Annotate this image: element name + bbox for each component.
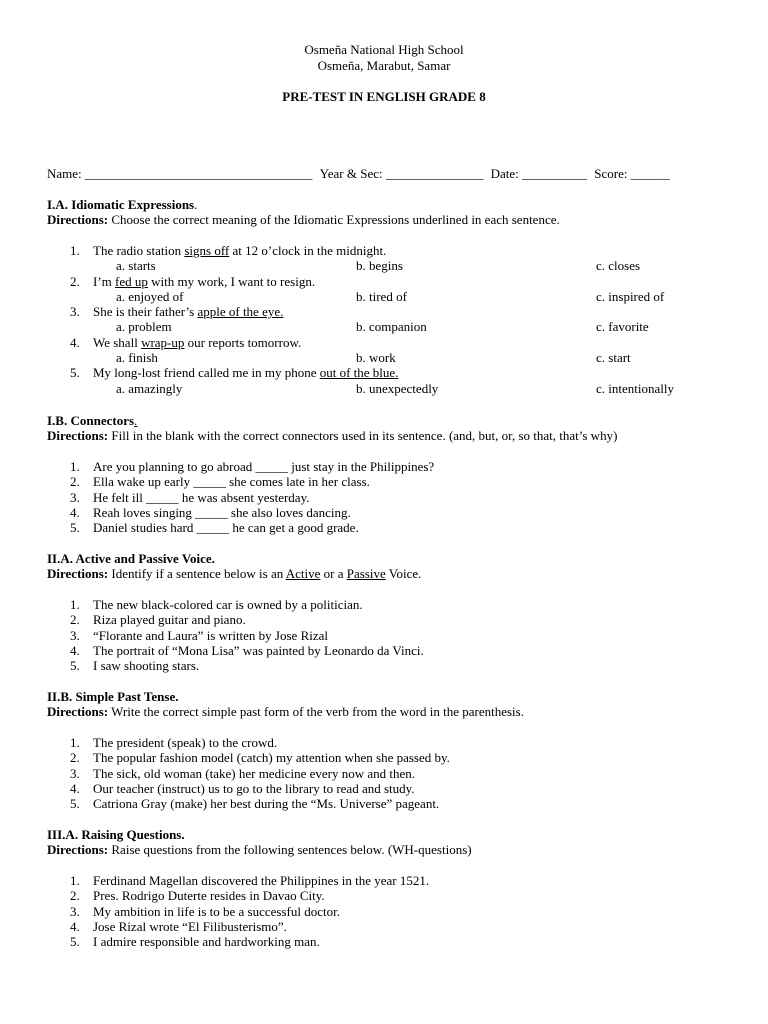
directions-text: Fill in the blank with the correct connectors used in its sentence. (and, but, or, so that, that’s why) <box>108 428 618 444</box>
directions-text: Voice. <box>385 566 422 582</box>
item-text: “Florante and Laura” is written by Jose Rizal <box>93 627 329 643</box>
section-title-suffix: . <box>194 197 198 212</box>
item-number: 2. <box>70 612 80 628</box>
item-number: 4. <box>70 918 80 934</box>
student-info-line <box>47 166 670 181</box>
item-number: 5. <box>70 934 80 950</box>
item-number: 5. <box>70 796 80 812</box>
item-text: I’m <box>93 273 116 289</box>
item-text: She is their father’s <box>93 304 198 320</box>
item-text: Ella wake up early _____ she comes late in her class. <box>93 474 370 490</box>
item-text: Catriona Gray (make) her best during the “Ms. Universe” pageant. <box>93 796 440 812</box>
section-2b-header <box>47 689 747 720</box>
item-text: The president (speak) to the crowd. <box>93 735 278 750</box>
item-number: 1. <box>70 597 80 612</box>
item-number: 3. <box>70 903 80 919</box>
section-title-suffix: . <box>134 413 138 428</box>
item-number: 1. <box>70 459 80 474</box>
idiom-text: apple of the eye. <box>197 304 284 320</box>
item-text: Riza played guitar and piano. <box>93 612 246 628</box>
choice-c: c. start <box>596 350 631 366</box>
item-number: 5. <box>70 365 80 381</box>
section-title: I.B. Connectors <box>47 413 135 428</box>
list-item <box>47 658 747 673</box>
directions-text: Choose the correct meaning of the Idiomatic Expressions underlined in each sentence. <box>108 212 560 228</box>
list-item <box>47 597 747 612</box>
item-text: I admire responsible and hardworking man. <box>93 934 320 950</box>
school-address: Osmeña, Marabut, Samar <box>317 58 451 73</box>
directions-text: Raise questions from the following sentences below. (WH-questions) <box>108 842 472 858</box>
item-number: 5. <box>70 658 80 674</box>
choice-c: c. inspired of <box>596 288 665 304</box>
list-item <box>47 490 747 505</box>
year-sec-field: Year & Sec: _______________ <box>319 166 484 181</box>
list-item <box>47 919 747 934</box>
choice-b: b. begins <box>356 258 403 274</box>
section-title: II.A. Active and Passive Voice. <box>47 551 215 566</box>
list-item <box>47 304 747 335</box>
list-item <box>47 365 747 396</box>
idiom-text: out of the blue. <box>319 365 399 381</box>
choice-c: c. closes <box>596 258 641 274</box>
item-text: He felt ill _____ he was absent yesterday. <box>93 489 310 505</box>
date-field: Date: __________ <box>490 166 588 181</box>
item-text: The popular fashion model (catch) my attention when she passed by. <box>93 750 450 766</box>
item-text: I saw shooting stars. <box>93 658 200 674</box>
item-text: My ambition in life is to be a successful doctor. <box>93 903 340 919</box>
item-number: 3. <box>70 489 80 505</box>
section-1a-header <box>47 197 747 228</box>
directions-text: or a <box>320 566 347 582</box>
item-number: 4. <box>70 334 80 350</box>
item-text: The portrait of “Mona Lisa” was painted by Leonardo da Vinci. <box>93 642 424 658</box>
choice-a: a. finish <box>116 350 158 366</box>
list-item <box>47 612 747 627</box>
section-title: III.A. Raising Questions. <box>47 827 185 842</box>
directions-text: Identify if a sentence below is an <box>108 566 286 582</box>
list-item <box>47 904 747 919</box>
list-item <box>47 243 747 274</box>
choice-c: c. favorite <box>596 319 649 335</box>
idioms-list <box>47 243 747 396</box>
item-number: 2. <box>70 750 80 766</box>
choice-a: a. amazingly <box>116 380 183 396</box>
item-number: 4. <box>70 780 80 796</box>
section-3a-header <box>47 827 747 858</box>
list-item <box>47 335 747 366</box>
list-item <box>47 888 747 903</box>
voice-list <box>47 597 747 673</box>
list-item <box>47 781 747 796</box>
directions-label: Directions: <box>47 842 109 858</box>
item-number: 2. <box>70 273 80 289</box>
list-item <box>47 750 747 765</box>
choice-a: a. starts <box>116 258 156 274</box>
item-text: our reports tomorrow. <box>184 334 302 350</box>
list-item <box>47 520 747 535</box>
item-number: 2. <box>70 888 80 904</box>
directions-label: Directions: <box>47 704 109 720</box>
list-item <box>47 628 747 643</box>
item-text: Jose Rizal wrote “El Filibusterismo”. <box>93 918 287 934</box>
idiom-text: wrap-up <box>141 334 185 350</box>
list-item <box>47 474 747 489</box>
item-number: 3. <box>70 765 80 781</box>
item-text: My long-lost friend called me in my phone <box>93 365 320 381</box>
section-2a-header <box>47 551 747 582</box>
choice-c: c. intentionally <box>596 380 674 396</box>
choice-b: b. companion <box>356 319 427 335</box>
list-item <box>47 873 747 888</box>
list-item <box>47 274 747 305</box>
item-number: 1. <box>70 873 80 888</box>
connectors-list <box>47 459 747 535</box>
item-number: 3. <box>70 627 80 643</box>
list-item <box>47 735 747 750</box>
directions-label: Directions: <box>47 212 109 228</box>
passive-word: Passive <box>346 566 386 582</box>
item-text: Reah loves singing _____ she also loves dancing. <box>93 504 351 520</box>
item-text: The new black-colored car is owned by a politician. <box>93 597 363 612</box>
directions-label: Directions: <box>47 428 109 444</box>
section-title: I.A. Idiomatic Expressions <box>47 197 195 212</box>
item-number: 2. <box>70 474 80 490</box>
past-tense-list <box>47 735 747 811</box>
item-text: Pres. Rodrigo Duterte resides in Davao City. <box>93 888 325 904</box>
item-text: The radio station <box>93 243 185 258</box>
choice-a: a. enjoyed of <box>116 288 184 304</box>
questions-list <box>47 873 747 949</box>
name-field: Name: ___________________________________ <box>47 166 313 181</box>
item-number: 5. <box>70 520 80 536</box>
choice-b: b. unexpectedly <box>356 380 439 396</box>
list-item <box>47 459 747 474</box>
list-item <box>47 934 747 949</box>
item-text: We shall <box>93 334 142 350</box>
directions-label: Directions: <box>47 566 109 582</box>
item-text: Our teacher (instruct) us to go to the library to read and study. <box>93 780 415 796</box>
page-title: PRE-TEST IN ENGLISH GRADE 8 <box>282 89 486 104</box>
item-number: 4. <box>70 642 80 658</box>
item-number: 3. <box>70 304 80 320</box>
school-name: Osmeña National High School <box>304 42 464 57</box>
choice-a: a. problem <box>116 319 172 335</box>
section-1b-header <box>47 413 747 444</box>
section-title: II.B. Simple Past Tense. <box>47 689 179 704</box>
idiom-text: signs off <box>184 243 230 258</box>
item-number: 1. <box>70 735 80 750</box>
list-item <box>47 766 747 781</box>
score-field: Score: ______ <box>594 166 670 181</box>
item-text: with my work, I want to resign. <box>147 273 316 289</box>
item-number: 1. <box>70 243 80 258</box>
item-text: Ferdinand Magellan discovered the Philippines in the year 1521. <box>93 873 430 888</box>
item-text: at 12 o’clock in the midnight. <box>229 243 387 258</box>
item-text: Daniel studies hard _____ he can get a good grade. <box>93 520 359 536</box>
active-word: Active <box>285 566 321 582</box>
list-item <box>47 796 747 811</box>
item-text: The sick, old woman (take) her medicine every now and then. <box>93 765 415 781</box>
item-number: 4. <box>70 504 80 520</box>
idiom-text: fed up <box>115 273 148 289</box>
directions-text: Write the correct simple past form of the verb from the word in the parenthesis. <box>108 704 524 720</box>
choice-b: b. work <box>356 350 396 366</box>
list-item <box>47 643 747 658</box>
list-item <box>47 505 747 520</box>
item-text: Are you planning to go abroad _____ just stay in the Philippines? <box>93 459 435 474</box>
choice-b: b. tired of <box>356 288 407 304</box>
